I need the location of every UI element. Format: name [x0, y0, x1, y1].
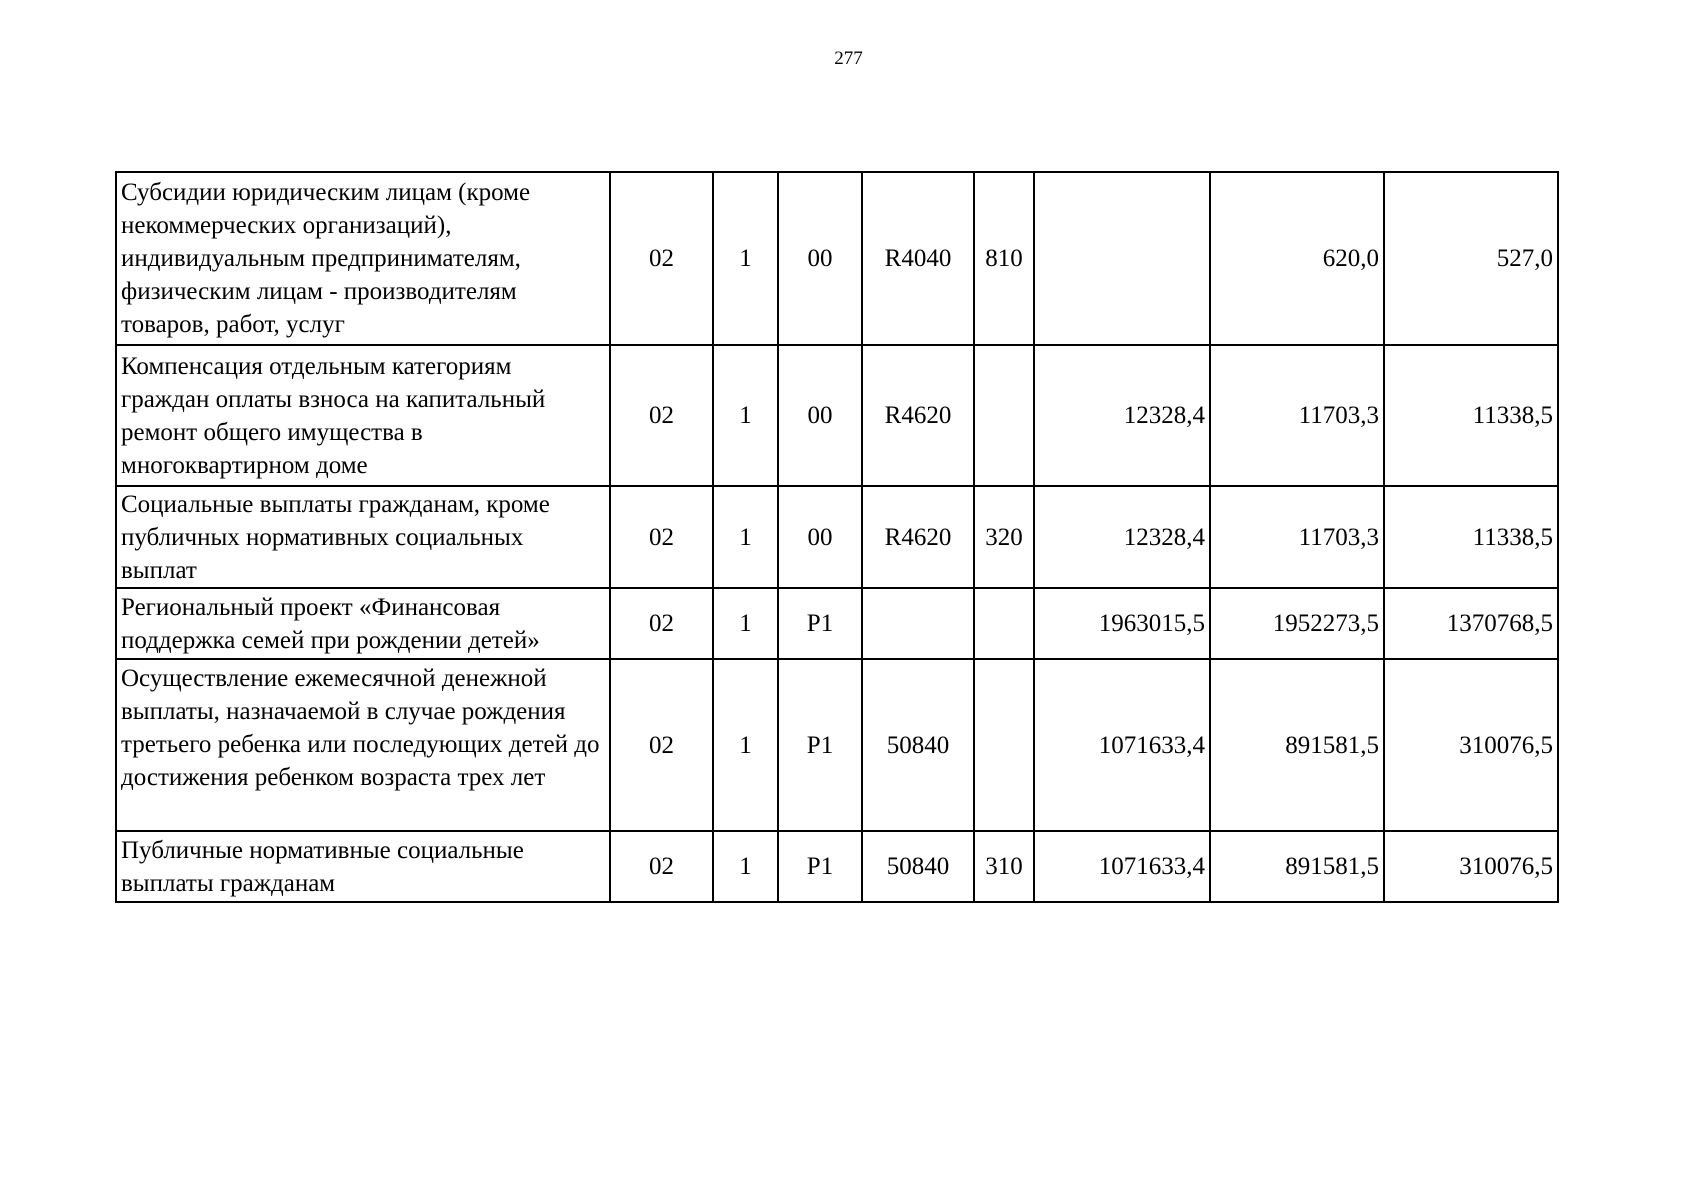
page-number: 277 [834, 48, 863, 69]
program-code: Р1 [778, 659, 862, 831]
amount-2: 11703,3 [1210, 345, 1384, 486]
expense-type-code [974, 588, 1034, 659]
table-row [116, 172, 1558, 345]
subsection-code: 1 [713, 486, 778, 588]
section-code: 02 [610, 659, 713, 831]
program-code: 00 [778, 486, 862, 588]
table-row [116, 345, 1558, 486]
table-row [116, 831, 1558, 902]
expense-type-code: 320 [974, 486, 1034, 588]
row-name: Осуществление ежемесячной денежной выплаты, назначаемой в случае рождения третьего ребенка или последующих детей до достижения ребенком возраста трех лет [116, 659, 610, 831]
row-name: Компенсация отдельным категориям граждан оплаты взноса на капитальный ремонт общего имущества в многоквартирном доме [116, 345, 610, 486]
subsection-code: 1 [713, 588, 778, 659]
amount-2: 1952273,5 [1210, 588, 1384, 659]
section-code: 02 [610, 588, 713, 659]
target-code: R4620 [862, 345, 974, 486]
amount-2: 891581,5 [1210, 831, 1384, 902]
row-name: Социальные выплаты гражданам, кроме публичных нормативных социальных выплат [116, 486, 610, 588]
subsection-code: 1 [713, 172, 778, 345]
amount-1: 1963015,5 [1034, 588, 1210, 659]
program-code: Р1 [778, 588, 862, 659]
target-code: 50840 [862, 659, 974, 831]
section-code: 02 [610, 345, 713, 486]
amount-1: 1071633,4 [1034, 831, 1210, 902]
row-name: Публичные нормативные социальные выплаты гражданам [116, 831, 610, 902]
amount-3: 11338,5 [1384, 345, 1558, 486]
amount-1 [1034, 172, 1210, 345]
subsection-code: 1 [713, 659, 778, 831]
section-code: 02 [610, 172, 713, 345]
target-code [862, 588, 974, 659]
section-code: 02 [610, 486, 713, 588]
amount-2: 620,0 [1210, 172, 1384, 345]
expense-type-code: 310 [974, 831, 1034, 902]
program-code: Р1 [778, 831, 862, 902]
subsection-code: 1 [713, 831, 778, 902]
amount-2: 891581,5 [1210, 659, 1384, 831]
target-code: 50840 [862, 831, 974, 902]
subsection-code: 1 [713, 345, 778, 486]
expense-type-code [974, 345, 1034, 486]
table-row [116, 659, 1558, 831]
amount-1: 12328,4 [1034, 345, 1210, 486]
amount-2: 11703,3 [1210, 486, 1384, 588]
amount-3: 11338,5 [1384, 486, 1558, 588]
expense-type-code: 810 [974, 172, 1034, 345]
amount-3: 1370768,5 [1384, 588, 1558, 659]
amount-3: 310076,5 [1384, 659, 1558, 831]
budget-table [115, 171, 1559, 903]
amount-3: 527,0 [1384, 172, 1558, 345]
target-code: R4620 [862, 486, 974, 588]
program-code: 00 [778, 172, 862, 345]
table-row [116, 486, 1558, 588]
amount-3: 310076,5 [1384, 831, 1558, 902]
program-code: 00 [778, 345, 862, 486]
expense-type-code [974, 659, 1034, 831]
row-name: Региональный проект «Финансовая поддержка семей при рождении детей» [116, 588, 610, 659]
row-name: Субсидии юридическим лицам (кроме некоммерческих организаций), индивидуальным предпринимателям, физическим лицам - производителям товаров, работ, услуг [116, 172, 610, 345]
section-code: 02 [610, 831, 713, 902]
amount-1: 1071633,4 [1034, 659, 1210, 831]
amount-1: 12328,4 [1034, 486, 1210, 588]
target-code: R4040 [862, 172, 974, 345]
table-row [116, 588, 1558, 659]
